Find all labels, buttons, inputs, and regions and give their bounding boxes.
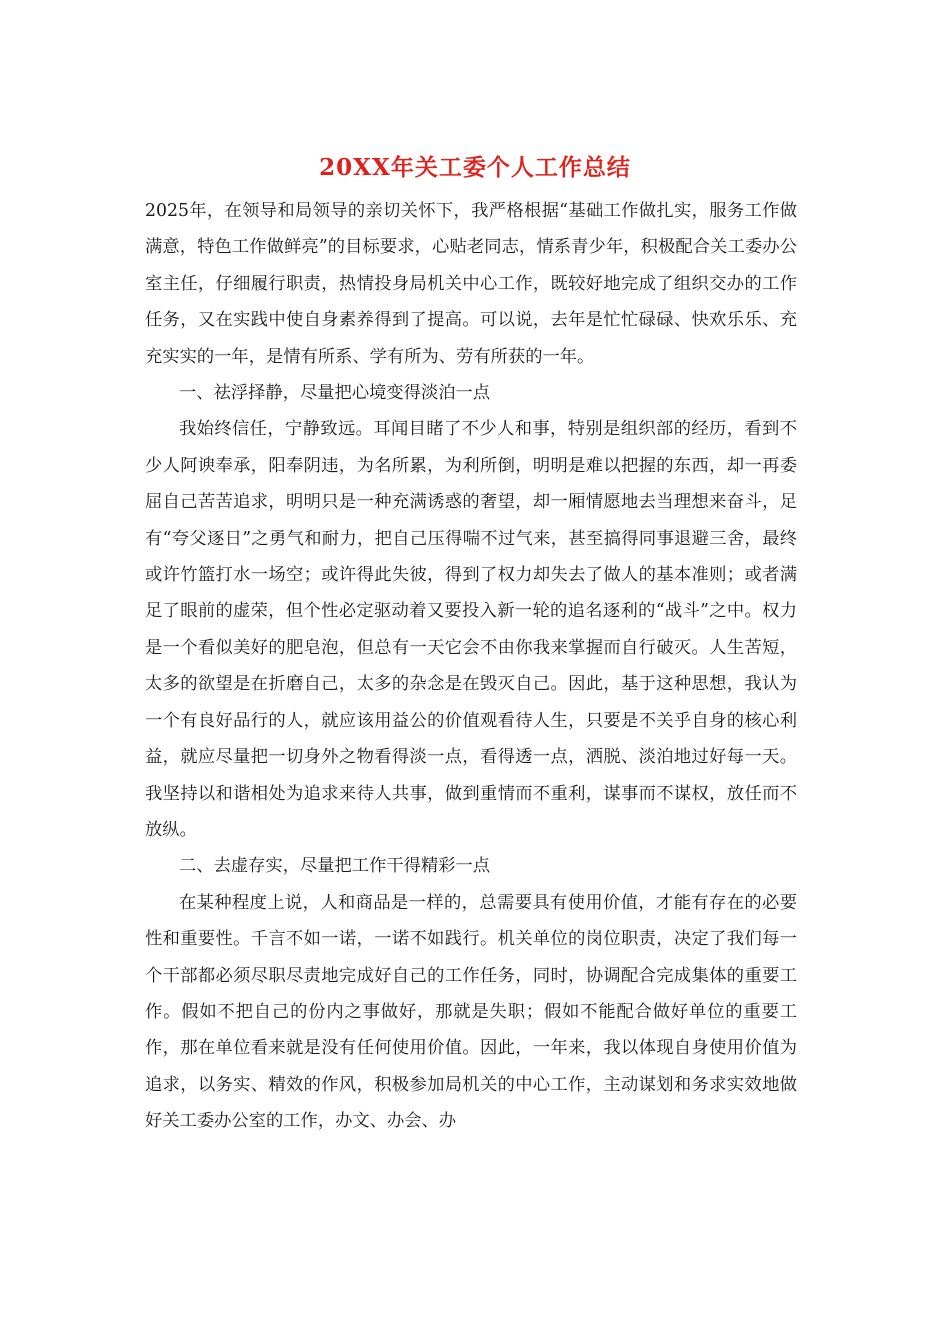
document-body: [145, 193, 797, 1140]
section-heading-1: 一、祛浮择静，尽量把心境变得淡泊一点: [179, 383, 491, 404]
paragraph-section-1: 我始终信任，宁静致远。耳闻目睹了不少人和事，特别是组织部的经历，看到不少人阿谀奉承，阳奉阴违，为名所累，为利所倒，明明是难以把握的东西，却一再委屈自己苦苦追求，明明只是一种充满诱惑的奢望，却一厢情愿地去当理想来奋斗，足有“夸父逐日”之勇气和耐力，把自己压得喘不过气来，甚至搞得同事退避三舍，最终或许竹篮打水一场空；或许得此失彼，得到了权力却失去了做人的基本准则；或者满足了眼前的虚荣，但个性必定驱动着又要投入新一轮的追名逐利的“战斗”之中。权力是一个看似美好的肥皂泡，但总有一天它会不由你我来掌握而自行破灭。人生苦短，太多的欲望是在折磨自己，太多的杂念是在毁灭自己。因此，基于这种思想，我认为一个有良好品行的人，就应该用益公的价值观看待人生，只要是不关乎自身的核心利益，就应尽量把一切身外之物看得淡一点，看得透一点，洒脱、淡泊地过好每一天。我坚持以和谐相处为追求来待人共事，做到重情而不重利，谋事而不谋权，放任而不放纵。: [145, 419, 797, 840]
paragraph-intro: 2025年，在领导和局领导的亲切关怀下，我严格根据“基础工作做扎实，服务工作做满意，特色工作做鲜亮”的目标要求，心贴老同志，情系青少年，积极配合关工委办公室主任，仔细履行职责，热情投身局机关中心工作，既较好地完成了组织交办的工作任务，又在实践中使自身素养得到了提高。可以说，去年是忙忙碌碌、快欢乐乐、充充实实的一年，是情有所系、学有所为、劳有所获的一年。: [145, 201, 797, 367]
section-heading-2: 二、去虚存实，尽量把工作干得精彩一点: [179, 856, 491, 877]
paragraph-section-2: 在某种程度上说，人和商品是一样的，总需要具有使用价值，才能有存在的必要性和重要性。千言不如一诺，一诺不如践行。机关单位的岗位职责，决定了我们每一个干部都必须尽职尽责地完成好自己的工作任务，同时，协调配合完成集体的重要工作。假如不把自己的份内之事做好，那就是失职；假如不能配合做好单位的重要工作，那在单位看来就是没有任何使用价值。因此，一年来，我以体现自身使用价值为追求，以务实、精效的作风，积极参加局机关的中心工作，主动谋划和务求实效地做好关工委办公室的工作，办文、办会、办: [145, 892, 797, 1132]
document-title: 20XX年关工委个人工作总结: [319, 154, 631, 181]
